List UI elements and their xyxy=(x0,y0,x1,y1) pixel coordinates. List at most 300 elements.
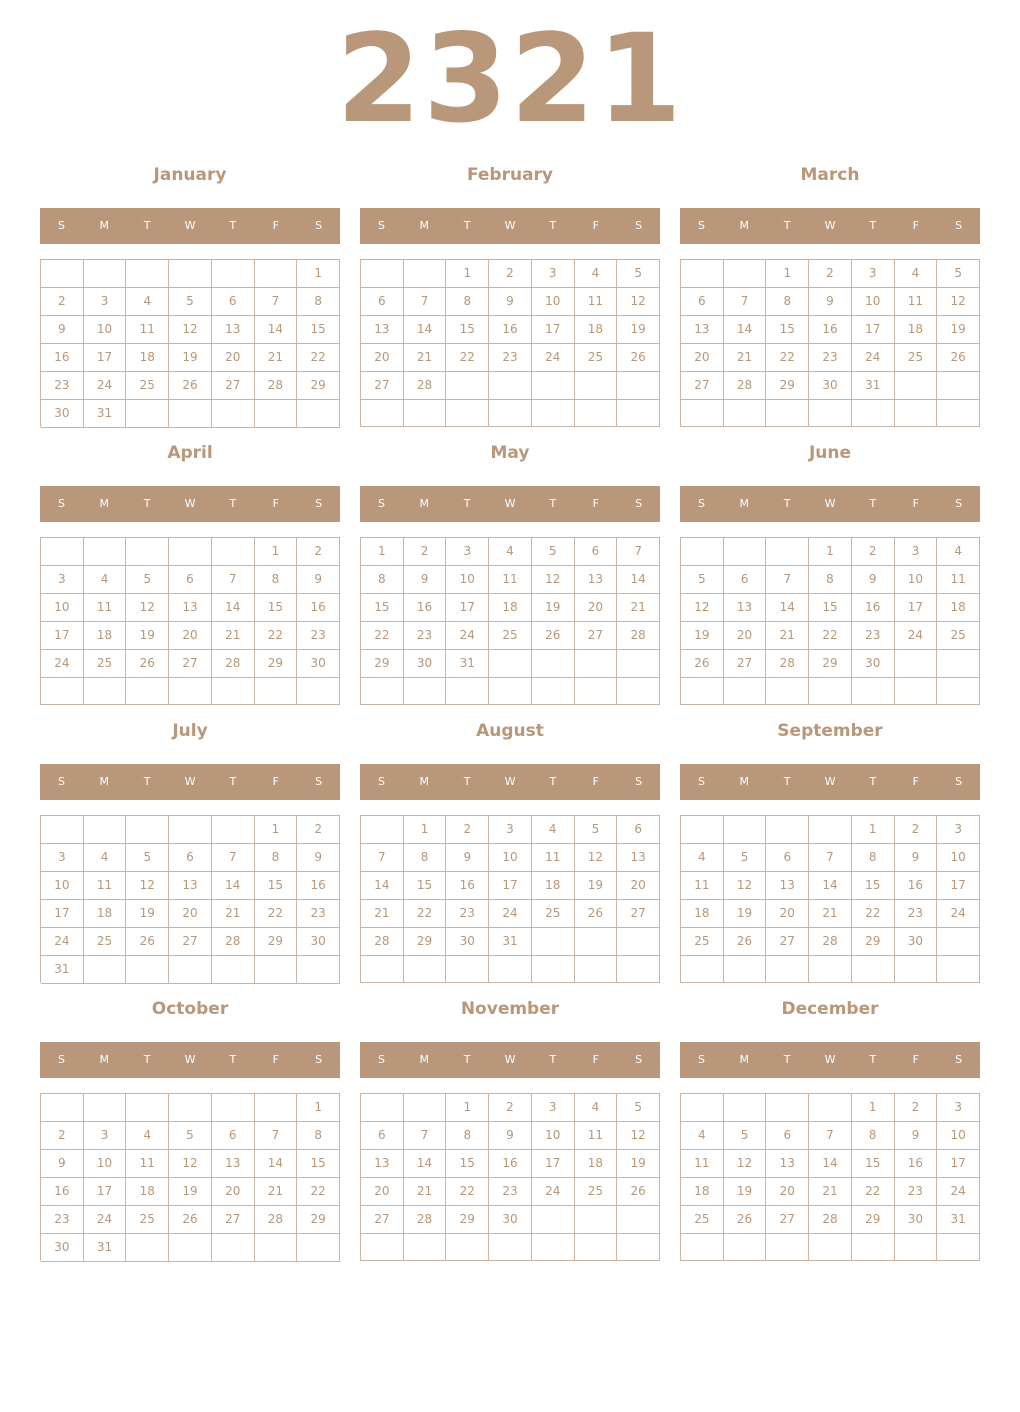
empty-cell xyxy=(852,400,895,427)
empty-cell xyxy=(532,1206,575,1234)
day-cell: 22 xyxy=(852,900,895,928)
empty-cell xyxy=(575,1234,618,1261)
day-cell: 21 xyxy=(809,900,852,928)
day-cell: 29 xyxy=(852,928,895,956)
day-cell: 7 xyxy=(361,844,404,872)
day-cell: 22 xyxy=(255,622,298,650)
empty-cell xyxy=(212,956,255,984)
empty-cell xyxy=(361,816,404,844)
day-cell: 28 xyxy=(212,650,255,678)
day-cell: 23 xyxy=(404,622,447,650)
day-grid xyxy=(40,259,340,427)
day-cell: 19 xyxy=(937,316,980,344)
month-february xyxy=(360,160,660,430)
day-cell: 14 xyxy=(212,872,255,900)
empty-cell xyxy=(937,678,980,705)
weekday-label: F xyxy=(592,219,599,232)
day-cell: 16 xyxy=(446,872,489,900)
day-cell: 4 xyxy=(126,1122,169,1150)
day-cell: 17 xyxy=(489,872,532,900)
day-cell: 16 xyxy=(895,1150,938,1178)
day-cell: 4 xyxy=(681,1122,724,1150)
empty-cell xyxy=(809,956,852,983)
day-cell: 9 xyxy=(489,288,532,316)
day-cell: 24 xyxy=(41,650,84,678)
empty-cell xyxy=(169,1234,212,1262)
day-cell: 13 xyxy=(361,316,404,344)
day-cell: 2 xyxy=(297,538,340,566)
day-cell: 30 xyxy=(489,1206,532,1234)
day-cell: 10 xyxy=(895,566,938,594)
empty-cell xyxy=(126,538,169,566)
month-march xyxy=(680,160,980,430)
day-cell: 13 xyxy=(212,316,255,344)
day-cell: 27 xyxy=(681,372,724,400)
day-cell: 25 xyxy=(126,1206,169,1234)
empty-cell xyxy=(41,816,84,844)
day-cell: 12 xyxy=(126,872,169,900)
empty-cell xyxy=(361,956,404,983)
day-cell: 21 xyxy=(404,1178,447,1206)
day-cell: 7 xyxy=(617,538,660,566)
empty-cell xyxy=(84,816,127,844)
empty-cell xyxy=(532,372,575,400)
day-cell: 14 xyxy=(212,594,255,622)
empty-cell xyxy=(532,928,575,956)
empty-cell xyxy=(361,1094,404,1122)
day-cell: 7 xyxy=(809,844,852,872)
day-cell: 6 xyxy=(212,1122,255,1150)
day-cell: 27 xyxy=(766,1206,809,1234)
weekday-label: S xyxy=(635,219,643,232)
empty-cell xyxy=(84,678,127,705)
day-cell: 5 xyxy=(126,844,169,872)
empty-cell xyxy=(404,956,447,983)
day-cell: 29 xyxy=(404,928,447,956)
empty-cell xyxy=(724,1234,767,1261)
month-december xyxy=(680,994,980,1264)
day-cell: 31 xyxy=(852,372,895,400)
weekday-label: S xyxy=(955,1053,963,1066)
day-cell: 8 xyxy=(852,844,895,872)
day-cell: 17 xyxy=(446,594,489,622)
day-cell: 4 xyxy=(532,816,575,844)
day-cell: 18 xyxy=(126,1178,169,1206)
day-cell: 1 xyxy=(404,816,447,844)
day-cell: 18 xyxy=(575,316,618,344)
month-october xyxy=(40,994,340,1264)
day-cell: 27 xyxy=(361,1206,404,1234)
day-cell: 8 xyxy=(297,288,340,316)
weekday-label: T xyxy=(463,219,471,232)
weekday-label: S xyxy=(315,219,323,232)
day-cell: 29 xyxy=(297,1206,340,1234)
day-cell: 20 xyxy=(617,872,660,900)
empty-cell xyxy=(937,928,980,956)
day-cell: 19 xyxy=(126,900,169,928)
empty-cell xyxy=(681,678,724,705)
day-cell: 12 xyxy=(532,566,575,594)
empty-cell xyxy=(575,928,618,956)
weekday-label: S xyxy=(697,1053,705,1066)
day-cell: 22 xyxy=(361,622,404,650)
day-cell: 10 xyxy=(937,844,980,872)
day-cell: 13 xyxy=(212,1150,255,1178)
day-cell: 12 xyxy=(617,1122,660,1150)
empty-cell xyxy=(766,538,809,566)
month-january xyxy=(40,160,340,430)
day-cell: 5 xyxy=(126,566,169,594)
day-cell: 19 xyxy=(617,1150,660,1178)
day-cell: 23 xyxy=(41,372,84,400)
day-cell: 8 xyxy=(809,566,852,594)
weekday-label: F xyxy=(272,219,279,232)
day-cell: 13 xyxy=(361,1150,404,1178)
empty-cell xyxy=(212,678,255,705)
day-cell: 31 xyxy=(84,400,127,428)
weekday-label: M xyxy=(419,1053,430,1066)
empty-cell xyxy=(489,372,532,400)
day-cell: 19 xyxy=(617,316,660,344)
empty-cell xyxy=(169,260,212,288)
day-cell: 29 xyxy=(255,650,298,678)
day-cell: 16 xyxy=(809,316,852,344)
day-cell: 19 xyxy=(681,622,724,650)
day-cell: 4 xyxy=(575,260,618,288)
day-cell: 18 xyxy=(575,1150,618,1178)
day-cell: 16 xyxy=(852,594,895,622)
empty-cell xyxy=(361,400,404,427)
day-cell: 8 xyxy=(852,1122,895,1150)
day-cell: 20 xyxy=(361,1178,404,1206)
day-cell: 1 xyxy=(809,538,852,566)
month-name: January xyxy=(153,165,227,185)
day-cell: 20 xyxy=(212,344,255,372)
day-cell: 7 xyxy=(724,288,767,316)
empty-cell xyxy=(895,400,938,427)
empty-cell xyxy=(575,372,618,400)
day-cell: 27 xyxy=(766,928,809,956)
weekday-label: W xyxy=(184,219,196,232)
day-cell: 26 xyxy=(169,372,212,400)
day-cell: 22 xyxy=(297,344,340,372)
day-cell: 24 xyxy=(532,344,575,372)
empty-cell xyxy=(575,400,618,427)
day-cell: 1 xyxy=(297,1094,340,1122)
day-cell: 15 xyxy=(297,1150,340,1178)
weekday-header xyxy=(40,764,340,800)
empty-cell xyxy=(489,650,532,678)
day-cell: 19 xyxy=(724,1178,767,1206)
day-cell: 13 xyxy=(575,566,618,594)
day-cell: 25 xyxy=(681,928,724,956)
day-cell: 27 xyxy=(169,928,212,956)
empty-cell xyxy=(532,400,575,427)
day-cell: 12 xyxy=(724,872,767,900)
day-cell: 31 xyxy=(489,928,532,956)
day-cell: 3 xyxy=(84,288,127,316)
day-cell: 15 xyxy=(852,872,895,900)
empty-cell xyxy=(84,956,127,984)
weekday-label: T xyxy=(549,497,557,510)
day-cell: 8 xyxy=(404,844,447,872)
empty-cell xyxy=(212,260,255,288)
day-cell: 13 xyxy=(681,316,724,344)
day-cell: 4 xyxy=(937,538,980,566)
day-cell: 8 xyxy=(255,566,298,594)
day-cell: 11 xyxy=(489,566,532,594)
day-cell: 1 xyxy=(361,538,404,566)
day-cell: 10 xyxy=(532,1122,575,1150)
empty-cell xyxy=(297,678,340,705)
empty-cell xyxy=(84,538,127,566)
empty-cell xyxy=(169,816,212,844)
day-cell: 23 xyxy=(895,900,938,928)
empty-cell xyxy=(766,400,809,427)
day-cell: 12 xyxy=(681,594,724,622)
empty-cell xyxy=(126,1234,169,1262)
weekday-label: T xyxy=(143,219,151,232)
day-cell: 19 xyxy=(169,1178,212,1206)
day-cell: 14 xyxy=(404,1150,447,1178)
weekday-label: S xyxy=(377,1053,385,1066)
empty-cell xyxy=(617,928,660,956)
day-cell: 11 xyxy=(681,872,724,900)
weekday-label: W xyxy=(184,775,196,788)
day-grid xyxy=(360,815,660,983)
empty-cell xyxy=(724,538,767,566)
empty-cell xyxy=(126,678,169,705)
weekday-label: M xyxy=(739,1053,750,1066)
weekday-label: S xyxy=(955,497,963,510)
day-cell: 17 xyxy=(532,316,575,344)
weekday-label: W xyxy=(824,219,836,232)
weekday-label: M xyxy=(419,497,430,510)
day-cell: 28 xyxy=(255,1206,298,1234)
day-cell: 18 xyxy=(681,900,724,928)
month-name: August xyxy=(476,721,544,741)
day-cell: 15 xyxy=(404,872,447,900)
day-cell: 17 xyxy=(895,594,938,622)
day-cell: 11 xyxy=(575,1122,618,1150)
day-cell: 12 xyxy=(724,1150,767,1178)
weekday-label: F xyxy=(592,775,599,788)
empty-cell xyxy=(41,678,84,705)
day-cell: 27 xyxy=(724,650,767,678)
empty-cell xyxy=(681,1094,724,1122)
empty-cell xyxy=(532,650,575,678)
day-cell: 9 xyxy=(446,844,489,872)
empty-cell xyxy=(446,1234,489,1261)
empty-cell xyxy=(575,1206,618,1234)
day-cell: 20 xyxy=(212,1178,255,1206)
day-cell: 24 xyxy=(489,900,532,928)
empty-cell xyxy=(766,678,809,705)
empty-cell xyxy=(361,678,404,705)
weekday-label: S xyxy=(57,1053,65,1066)
weekday-header xyxy=(360,764,660,800)
day-cell: 2 xyxy=(404,538,447,566)
empty-cell xyxy=(724,678,767,705)
day-cell: 14 xyxy=(809,1150,852,1178)
day-cell: 5 xyxy=(169,1122,212,1150)
day-cell: 6 xyxy=(681,288,724,316)
empty-cell xyxy=(724,260,767,288)
day-cell: 23 xyxy=(852,622,895,650)
day-cell: 16 xyxy=(895,872,938,900)
month-name: March xyxy=(800,165,860,185)
day-cell: 3 xyxy=(41,566,84,594)
day-cell: 31 xyxy=(446,650,489,678)
day-cell: 25 xyxy=(895,344,938,372)
day-cell: 2 xyxy=(446,816,489,844)
day-cell: 29 xyxy=(852,1206,895,1234)
empty-cell xyxy=(212,816,255,844)
weekday-label: T xyxy=(869,219,877,232)
weekday-label: W xyxy=(504,1053,516,1066)
weekday-header xyxy=(40,208,340,244)
empty-cell xyxy=(84,260,127,288)
empty-cell xyxy=(41,260,84,288)
day-cell: 20 xyxy=(361,344,404,372)
day-cell: 3 xyxy=(937,1094,980,1122)
weekday-label: S xyxy=(377,219,385,232)
day-grid xyxy=(360,259,660,427)
day-cell: 28 xyxy=(809,1206,852,1234)
day-cell: 26 xyxy=(617,1178,660,1206)
day-cell: 17 xyxy=(937,1150,980,1178)
day-cell: 22 xyxy=(255,900,298,928)
day-cell: 5 xyxy=(617,1094,660,1122)
day-cell: 1 xyxy=(255,816,298,844)
day-cell: 27 xyxy=(212,1206,255,1234)
day-cell: 30 xyxy=(895,1206,938,1234)
weekday-label: M xyxy=(419,219,430,232)
day-cell: 3 xyxy=(532,260,575,288)
month-july xyxy=(40,716,340,986)
day-cell: 3 xyxy=(489,816,532,844)
year-title: 2321 xyxy=(336,8,684,150)
day-cell: 22 xyxy=(404,900,447,928)
weekday-label: T xyxy=(869,775,877,788)
day-cell: 20 xyxy=(169,622,212,650)
day-cell: 9 xyxy=(404,566,447,594)
day-cell: 10 xyxy=(937,1122,980,1150)
empty-cell xyxy=(126,400,169,428)
empty-cell xyxy=(404,678,447,705)
empty-cell xyxy=(126,816,169,844)
empty-cell xyxy=(532,1234,575,1261)
day-cell: 31 xyxy=(41,956,84,984)
day-cell: 14 xyxy=(361,872,404,900)
empty-cell xyxy=(575,956,618,983)
day-cell: 5 xyxy=(169,288,212,316)
day-cell: 2 xyxy=(489,260,532,288)
day-cell: 26 xyxy=(937,344,980,372)
day-cell: 13 xyxy=(617,844,660,872)
empty-cell xyxy=(809,816,852,844)
day-cell: 15 xyxy=(255,594,298,622)
empty-cell xyxy=(446,400,489,427)
month-name: February xyxy=(466,165,554,185)
day-cell: 17 xyxy=(852,316,895,344)
empty-cell xyxy=(41,1094,84,1122)
day-cell: 30 xyxy=(404,650,447,678)
day-cell: 16 xyxy=(489,316,532,344)
day-cell: 19 xyxy=(169,344,212,372)
empty-cell xyxy=(489,678,532,705)
day-cell: 12 xyxy=(937,288,980,316)
weekday-label: F xyxy=(912,497,919,510)
weekday-label: S xyxy=(697,497,705,510)
day-cell: 8 xyxy=(446,288,489,316)
day-cell: 15 xyxy=(809,594,852,622)
empty-cell xyxy=(617,678,660,705)
day-cell: 11 xyxy=(532,844,575,872)
weekday-label: M xyxy=(739,219,750,232)
day-cell: 21 xyxy=(766,622,809,650)
empty-cell xyxy=(617,400,660,427)
day-cell: 30 xyxy=(41,400,84,428)
day-cell: 27 xyxy=(617,900,660,928)
day-cell: 24 xyxy=(852,344,895,372)
weekday-label: W xyxy=(504,775,516,788)
day-cell: 26 xyxy=(681,650,724,678)
empty-cell xyxy=(724,400,767,427)
day-cell: 2 xyxy=(852,538,895,566)
day-cell: 21 xyxy=(255,1178,298,1206)
day-cell: 25 xyxy=(575,344,618,372)
day-cell: 5 xyxy=(724,1122,767,1150)
weekday-label: T xyxy=(143,1053,151,1066)
day-cell: 3 xyxy=(895,538,938,566)
day-cell: 9 xyxy=(895,844,938,872)
day-cell: 25 xyxy=(532,900,575,928)
day-cell: 21 xyxy=(255,344,298,372)
day-cell: 25 xyxy=(937,622,980,650)
empty-cell xyxy=(255,1094,298,1122)
empty-cell xyxy=(255,400,298,428)
day-cell: 9 xyxy=(809,288,852,316)
weekday-label: W xyxy=(824,497,836,510)
day-cell: 8 xyxy=(766,288,809,316)
day-cell: 27 xyxy=(361,372,404,400)
empty-cell xyxy=(809,678,852,705)
empty-cell xyxy=(404,400,447,427)
day-cell: 22 xyxy=(809,622,852,650)
day-cell: 8 xyxy=(297,1122,340,1150)
day-cell: 24 xyxy=(937,900,980,928)
day-cell: 6 xyxy=(766,844,809,872)
day-cell: 9 xyxy=(41,1150,84,1178)
empty-cell xyxy=(937,372,980,400)
weekday-label: S xyxy=(315,1053,323,1066)
day-grid xyxy=(680,537,980,705)
day-cell: 29 xyxy=(809,650,852,678)
day-cell: 19 xyxy=(724,900,767,928)
day-cell: 1 xyxy=(446,1094,489,1122)
day-cell: 14 xyxy=(255,1150,298,1178)
empty-cell xyxy=(617,956,660,983)
day-cell: 26 xyxy=(724,928,767,956)
day-cell: 9 xyxy=(41,316,84,344)
day-cell: 30 xyxy=(895,928,938,956)
weekday-label: M xyxy=(99,1053,110,1066)
day-cell: 1 xyxy=(852,1094,895,1122)
weekday-header xyxy=(40,486,340,522)
day-cell: 20 xyxy=(575,594,618,622)
day-cell: 15 xyxy=(446,316,489,344)
